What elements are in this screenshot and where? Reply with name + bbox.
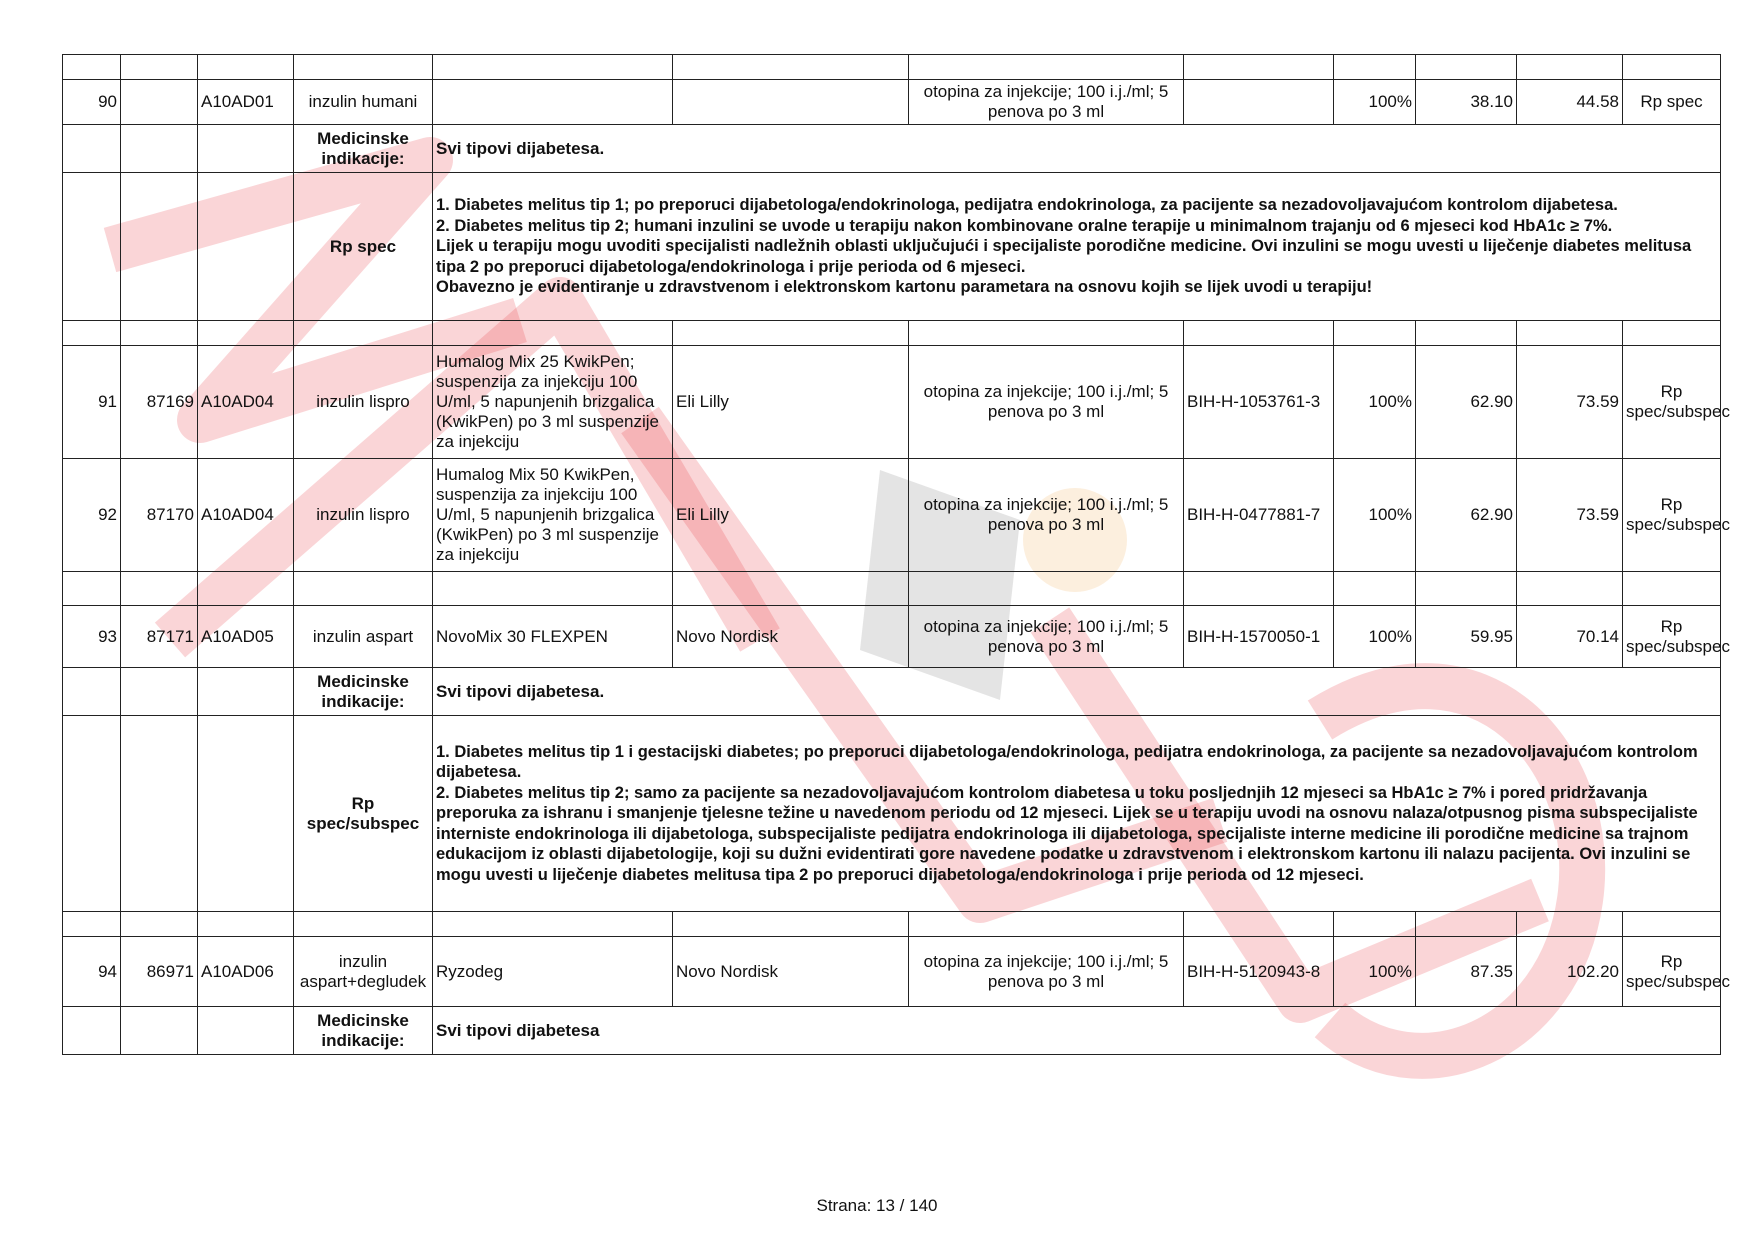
pharmaceutical-form: otopina za injekcije; 100 i.j./ml; 5 penova po 3 ml	[909, 459, 1184, 572]
row-number: 93	[63, 606, 121, 668]
atc-code: A10AD05	[198, 606, 294, 668]
row-number: 91	[63, 346, 121, 459]
prescription-regime: Rp spec	[1623, 80, 1721, 125]
reference-price: 62.90	[1416, 346, 1517, 459]
product-name: Ryzodeg	[433, 937, 673, 1007]
pharmaceutical-form: otopina za injekcije; 100 i.j./ml; 5 penova po 3 ml	[909, 346, 1184, 459]
product-name: NovoMix 30 FLEXPEN	[433, 606, 673, 668]
regime-text	[433, 716, 1721, 912]
inn-name: inzulin aspart+degludek	[294, 937, 433, 1007]
table-row	[63, 80, 1721, 125]
product-name	[433, 80, 673, 125]
spacer-row	[63, 572, 1721, 606]
table-row	[63, 937, 1721, 1007]
indication-label: Medicinske indikacije:	[294, 1007, 433, 1055]
participation-percent: 100%	[1334, 606, 1416, 668]
drug-code	[121, 80, 198, 125]
regime-label: Rp spec	[294, 173, 433, 321]
license-number: BIH-H-1570050-1	[1184, 606, 1334, 668]
drug-code: 86971	[121, 937, 198, 1007]
license-number: BIH-H-1053761-3	[1184, 346, 1334, 459]
drug-code: 87169	[121, 346, 198, 459]
retail-price: 70.14	[1517, 606, 1623, 668]
license-number	[1184, 80, 1334, 125]
drug-code: 87171	[121, 606, 198, 668]
pharmaceutical-form: otopina za injekcije; 100 i.j./ml; 5 penova po 3 ml	[909, 606, 1184, 668]
prescription-regime: Rp spec/subspec	[1623, 459, 1721, 572]
page-number: Strana: 13 / 140	[816, 1196, 938, 1215]
pharmaceutical-form: otopina za injekcije; 100 i.j./ml; 5 penova po 3 ml	[909, 937, 1184, 1007]
retail-price: 102.20	[1517, 937, 1623, 1007]
atc-code: A10AD04	[198, 346, 294, 459]
reference-price: 87.35	[1416, 937, 1517, 1007]
regime-row	[63, 716, 1721, 912]
participation-percent: 100%	[1334, 346, 1416, 459]
table-row	[63, 606, 1721, 668]
participation-percent: 100%	[1334, 937, 1416, 1007]
atc-code: A10AD01	[198, 80, 294, 125]
spacer-row	[63, 912, 1721, 937]
indication-row	[63, 125, 1721, 173]
participation-percent: 100%	[1334, 459, 1416, 572]
manufacturer	[673, 80, 909, 125]
atc-code: A10AD04	[198, 459, 294, 572]
indication-text: Svi tipovi dijabetesa	[433, 1007, 1721, 1055]
regime-text	[433, 173, 1721, 321]
row-number: 94	[63, 937, 121, 1007]
license-number: BIH-H-0477881-7	[1184, 459, 1334, 572]
spacer-row	[63, 55, 1721, 80]
reimbursement-list-table	[62, 54, 1730, 1055]
regime-text-line: 1. Diabetes melitus tip 1; po preporuci dijabetologa/endokrinologa, pedijatra endokrinologa, za pacijente sa nezadovoljavajućom kontrolom dijabetesa.	[436, 196, 1618, 215]
inn-name: inzulin lispro	[294, 346, 433, 459]
row-number: 90	[63, 80, 121, 125]
prescription-regime: Rp spec/subspec	[1623, 606, 1721, 668]
regime-text-line: 2. Diabetes melitus tip 2; humani inzulini se uvode u terapiju nakon kombinovane oralne terapije u minimalnom trajanju od 6 mjeseci kod HbA1c ≥ 7%.	[436, 216, 1613, 235]
product-name: Humalog Mix 25 KwikPen; suspenzija za injekciju 100 U/ml, 5 napunjenih brizgalica (KwikPen) po 3 ml suspenzije za injekciju	[433, 346, 673, 459]
indication-text: Svi tipovi dijabetesa.	[433, 668, 1721, 716]
regime-text-line: Lijek u terapiju mogu uvoditi specijalisti nadležnih oblasti uključujući i specijaliste porodične medicine. Ovi inzulini se mogu uvesti u liječenje diabetes melitusa tipa 2 po preporuci dijabetologa/endokrinologa i prije perioda od 6 mjeseci.	[436, 237, 1692, 276]
inn-name: inzulin aspart	[294, 606, 433, 668]
regime-text-line: 1. Diabetes melitus tip 1 i gestacijski diabetes; po preporuci dijabetologa/endokrinologa, pedijatra endokrinologa, za pacijente sa nezadovoljavajućom kontrolom dijabetesa.	[436, 742, 1698, 782]
regime-text-line: 2. Diabetes melitus tip 2; samo za pacijente sa nezadovoljavajućom kontrolom diabetesa u toku posljednjih 12 mjeseci sa HbA1c ≥ 7% i pored pridržavanja preporuka za ishranu i smanjenje tjelesne težine u navedenom periodu od 12 mjeseci. Lijek se u terapiju uvodi na osnovu nalaza/otpusnog pisma subspecijaliste interniste endokrinologa ili dijabetologa, subspecijaliste pedijatra endokrinologa ili dijabetologa, specijaliste interne medicine ili porodične medicine sa trajnom edukacijom iz oblasti dijabetologije, koji su dužni evidentirati gore navedene podatke u zdravstvenom i elektronskom kartonu ili nalazu pacijenta. Ovi inzulini se mogu uvesti u liječenje diabetes melitusa tipa 2 po preporuci dijabetologa/endokrinologa i prije perioda od 12 mjeseci.	[436, 783, 1698, 884]
manufacturer: Eli Lilly	[673, 459, 909, 572]
inn-name: inzulin lispro	[294, 459, 433, 572]
prescription-regime: Rp spec/subspec	[1623, 346, 1721, 459]
license-number: BIH-H-5120943-8	[1184, 937, 1334, 1007]
prescription-regime: Rp spec/subspec	[1623, 937, 1721, 1007]
inn-name: inzulin humani	[294, 80, 433, 125]
reference-price: 59.95	[1416, 606, 1517, 668]
participation-percent: 100%	[1334, 80, 1416, 125]
spacer-row	[63, 321, 1721, 346]
pharmaceutical-form: otopina za injekcije; 100 i.j./ml; 5 penova po 3 ml	[909, 80, 1184, 125]
retail-price: 73.59	[1517, 459, 1623, 572]
indication-label: Medicinske indikacije:	[294, 668, 433, 716]
manufacturer: Novo Nordisk	[673, 606, 909, 668]
regime-text-line: Obavezno je evidentiranje u zdravstvenom i elektronskom kartonu parametara na osnovu kojih se lijek uvodi u terapiju!	[436, 278, 1373, 297]
drug-code: 87170	[121, 459, 198, 572]
indication-label: Medicinske indikacije:	[294, 125, 433, 173]
product-name: Humalog Mix 50 KwikPen, suspenzija za injekciju 100 U/ml, 5 napunjenih brizgalica (KwikPen) po 3 ml suspenzije za injekciju	[433, 459, 673, 572]
table-row	[63, 346, 1721, 459]
retail-price: 73.59	[1517, 346, 1623, 459]
manufacturer: Eli Lilly	[673, 346, 909, 459]
retail-price: 44.58	[1517, 80, 1623, 125]
regime-row	[63, 173, 1721, 321]
indication-text: Svi tipovi dijabetesa.	[433, 125, 1721, 173]
manufacturer: Novo Nordisk	[673, 937, 909, 1007]
indication-row	[63, 668, 1721, 716]
table-row	[63, 459, 1721, 572]
row-number: 92	[63, 459, 121, 572]
reference-price: 38.10	[1416, 80, 1517, 125]
atc-code: A10AD06	[198, 937, 294, 1007]
regime-label: Rp spec/subspec	[294, 716, 433, 912]
reference-price: 62.90	[1416, 459, 1517, 572]
indication-row	[63, 1007, 1721, 1055]
